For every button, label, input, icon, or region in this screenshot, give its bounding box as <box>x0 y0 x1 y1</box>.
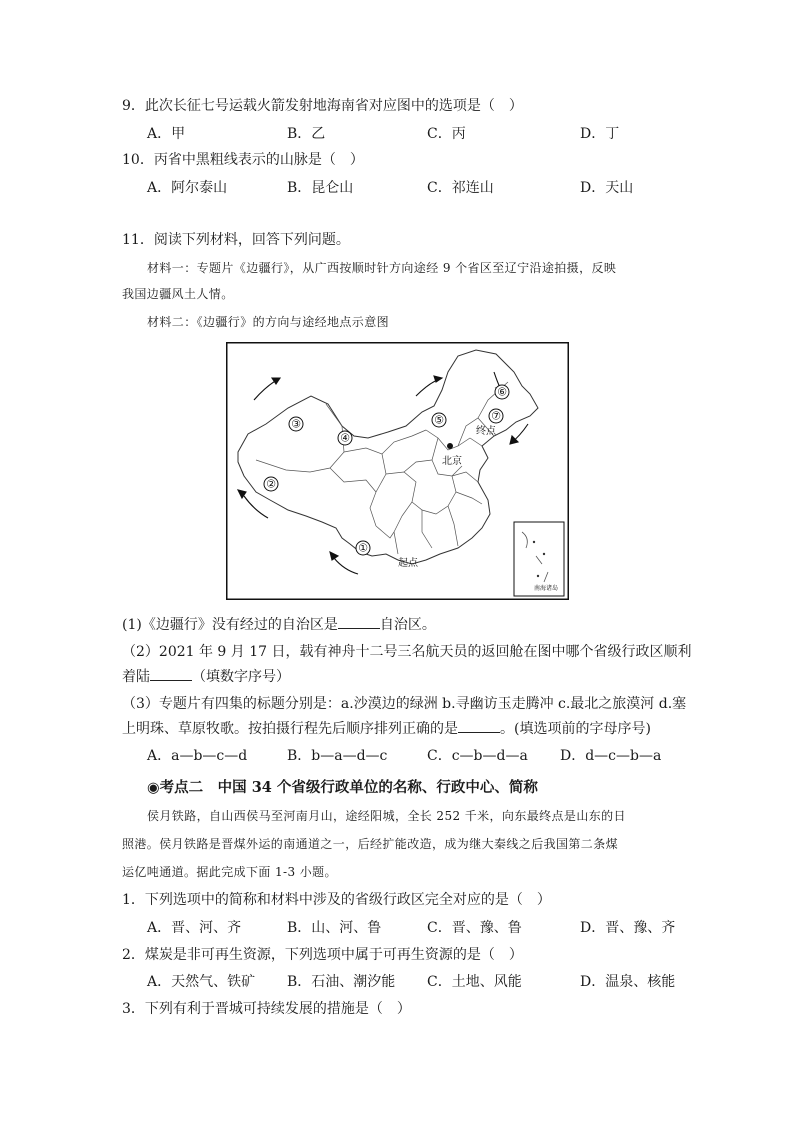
map-label-inset: 南海诸岛 <box>533 585 559 592</box>
material-one-line1: 材料一：专题片《边疆行》，从广西按顺时针方向途经 9 个省区至辽宁沿途拍摄，反映 <box>147 261 617 275</box>
s2q3-stem: 3．下列有利于晋城可持续发展的措施是（ ） <box>122 1001 411 1017</box>
q11-sub3-option-d[interactable]: D．d—c—b—a <box>560 748 662 764</box>
q10-option-a[interactable]: A．阿尔泰山 <box>147 180 228 196</box>
q9-option-c[interactable]: C．丙 <box>427 126 466 142</box>
q11-stem: 11．阅读下列材料，回答下列问题。 <box>122 232 350 248</box>
map-label-beijing: 北京 <box>442 456 462 467</box>
s2q2-option-b[interactable]: B．石油、潮汐能 <box>287 974 396 990</box>
q11-sub2-line1: （2）2021 年 9 月 17 日，载有神舟十二号三名航天员的返回舱在图中哪个省级行政区顺利 <box>122 644 692 660</box>
s2q1-option-b[interactable]: B．山、河、鲁 <box>287 920 382 936</box>
q11-sub2-line2 <box>122 666 290 687</box>
s2q2-option-a[interactable]: A．天然气、铁矿 <box>147 974 256 990</box>
q10-option-c[interactable]: C．祁连山 <box>427 180 494 196</box>
q10-option-b[interactable]: B．昆仑山 <box>287 180 354 196</box>
q10-option-d[interactable]: D．天山 <box>580 180 634 196</box>
q11-sub2-before: 着陆 <box>122 669 150 685</box>
passage-line3: 运亿吨通道。据此完成下面 1-3 小题。 <box>122 865 337 879</box>
section-heading: ◉考点二 中国 34 个省级行政单位的名称、行政中心、简称 <box>147 779 538 796</box>
map-label-3: ③ <box>291 417 301 431</box>
material-one-line2: 我国边疆风土人情。 <box>122 287 234 301</box>
q11-sub3-line2 <box>122 718 651 739</box>
q11-sub3-line1: （3）专题片有四集的标题分别是：a.沙漠边的绿洲 b.寻幽访玉走腾冲 c.最北之旅漠河 d.塞 <box>122 696 687 712</box>
q11-sub1 <box>122 614 436 635</box>
map-label-6: ⑥ <box>497 385 507 399</box>
q9-option-d[interactable]: D．丁 <box>580 126 620 142</box>
map-label-7: ⑦ <box>491 409 501 423</box>
q11-sub3-option-a[interactable]: A．a—b—c—d <box>147 748 248 764</box>
south-china-sea-inset <box>514 522 564 596</box>
china-border-route-map <box>226 342 569 600</box>
s2q2-option-d[interactable]: D．温泉、核能 <box>580 974 676 990</box>
q9-option-b[interactable]: B．乙 <box>287 126 326 142</box>
q11-sub3-before: 上明珠、草原牧歌。按拍摄行程先后顺序排列正确的是 <box>122 721 458 737</box>
q11-sub3-blank[interactable] <box>458 718 500 733</box>
q11-sub1-before: (1)《边疆行》没有经过的自治区是 <box>122 617 338 633</box>
q11-sub3-option-c[interactable]: C．c—b—d—a <box>427 748 528 764</box>
q11-sub2-after: （填数字序号） <box>192 669 290 685</box>
q11-sub3-option-b[interactable]: B．b—a—d—c <box>287 748 388 764</box>
s2q2-option-c[interactable]: C．土地、风能 <box>427 974 522 990</box>
q10-stem: 10．丙省中黑粗线表示的山脉是（ ） <box>122 152 364 168</box>
map-label-5: ⑤ <box>434 413 444 427</box>
q11-sub3-after: 。(填选项前的字母序号) <box>500 721 651 737</box>
s2q1-option-a[interactable]: A．晋、河、齐 <box>147 920 242 936</box>
map-label-end: 终点 <box>476 426 496 437</box>
s2q1-option-d[interactable]: D．晋、豫、齐 <box>580 920 676 936</box>
s2q2-stem: 2．煤炭是非可再生资源，下列选项中属于可再生资源的是（ ） <box>122 947 523 963</box>
q11-sub1-after: 自治区。 <box>379 617 436 633</box>
map-label-2: ② <box>266 477 276 491</box>
map-label-start: 起点 <box>398 558 418 569</box>
s2q1-stem: 1．下列选项中的简称和材料中涉及的省级行政区完全对应的是（ ） <box>122 892 551 908</box>
map-label-4: ④ <box>340 431 350 445</box>
q11-sub1-blank[interactable] <box>338 614 380 629</box>
passage-line2: 照港。侯月铁路是晋煤外运的南通道之一，后经扩能改造，成为继大秦线之后我国第二条煤 <box>122 837 619 851</box>
map-label-1: ① <box>358 541 368 555</box>
material-two: 材料二：《边疆行》的方向与途经地点示意图 <box>147 315 390 329</box>
passage-line1: 侯月铁路，自山西侯马至河南月山，途经阳城，全长 252 千米，向东最终点是山东的日 <box>147 809 626 823</box>
q11-sub2-blank[interactable] <box>150 666 192 681</box>
s2q1-option-c[interactable]: C．晋、豫、鲁 <box>427 920 522 936</box>
q9-stem: 9．此次长征七号运载火箭发射地海南省对应图中的选项是（ ） <box>122 98 523 114</box>
q9-option-a[interactable]: A．甲 <box>147 126 186 142</box>
